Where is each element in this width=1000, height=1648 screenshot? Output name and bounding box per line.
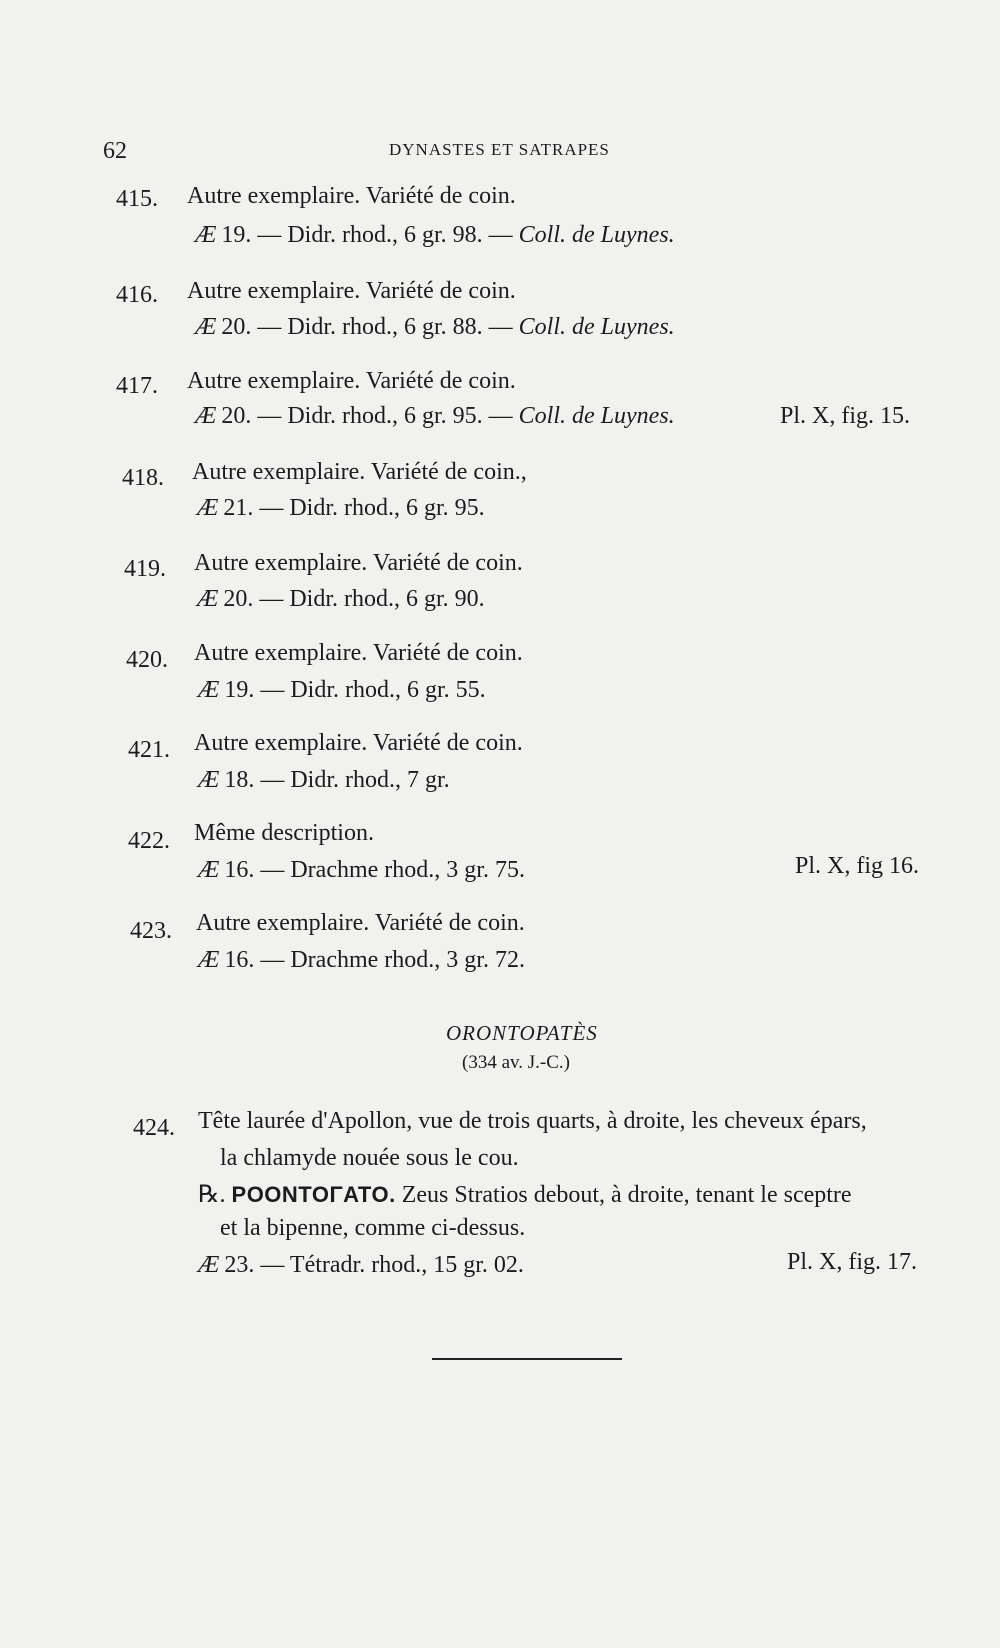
entry-description: Autre exemplaire. Variété de coin. [194, 730, 523, 756]
entry-measurements: 16. — Drachme rhod., 3 gr. 75. [224, 857, 525, 883]
entry-description: Autre exemplaire. Variété de coin. [187, 368, 516, 394]
entry-measurements: 21. — Didr. rhod., 6 gr. 95. [223, 495, 485, 521]
plate-reference: Pl. X, fig. 15. [780, 403, 911, 429]
entry-number: 422. [128, 828, 170, 854]
collection: Coll. de Luynes. [518, 403, 675, 429]
entry-details [198, 947, 525, 974]
entry-measurements: 19. — Didr. rhod., 6 gr. 98. — [221, 222, 513, 248]
metal-symbol: Æ [195, 222, 216, 248]
metal-symbol: Æ [197, 495, 218, 521]
page-number: 62 [103, 138, 127, 164]
entry-description: Autre exemplaire. Variété de coin. [187, 183, 516, 209]
entry-description-cont: la chlamyde nouée sous le cou. [220, 1145, 519, 1171]
metal-symbol: Æ [198, 857, 219, 883]
reverse-sign: ℞. [198, 1182, 226, 1208]
entry-measurements: 19. — Didr. rhod., 6 gr. 55. [224, 677, 486, 703]
entry-details [197, 495, 485, 522]
entry-number: 419. [124, 556, 166, 582]
entry-details [198, 857, 525, 884]
entry-number: 417. [116, 373, 158, 399]
entry-description: Autre exemplaire. Variété de coin. [196, 910, 525, 936]
metal-symbol: Æ [195, 403, 216, 429]
entry-number: 415. [116, 186, 158, 212]
reverse-legend: POONTOΓATO. [231, 1182, 396, 1207]
collection: Coll. de Luynes. [518, 222, 675, 248]
entry-number: 421. [128, 737, 170, 763]
entry-measurements: 20. — Didr. rhod., 6 gr. 88. — [221, 314, 513, 340]
entry-details [198, 1252, 524, 1279]
entry-number: 420. [126, 647, 168, 673]
reverse-text: Zeus Stratios debout, à droite, tenant le sceptre [401, 1182, 852, 1208]
entry-measurements: 20. — Didr. rhod., 6 gr. 95. — [221, 403, 513, 429]
end-rule [432, 1358, 622, 1360]
entry-description: Tête laurée d'Apollon, vue de trois quarts, à droite, les cheveux épars, [198, 1108, 867, 1134]
entry-number: 424. [133, 1115, 175, 1141]
entry-details [198, 677, 486, 704]
entry-measurements: 16. — Drachme rhod., 3 gr. 72. [224, 947, 525, 973]
reverse-description [198, 1180, 852, 1209]
entry-number: 416. [116, 282, 158, 308]
entry-details [195, 403, 675, 430]
metal-symbol: Æ [197, 586, 218, 612]
metal-symbol: Æ [198, 767, 219, 793]
metal-symbol: Æ [195, 314, 216, 340]
metal-symbol: Æ [198, 1252, 219, 1278]
entry-measurements: 20. — Didr. rhod., 6 gr. 90. [223, 586, 485, 612]
entry-details [195, 314, 675, 341]
plate-reference: Pl. X, fig 16. [795, 853, 920, 879]
section-date: (334 av. J.-C.) [462, 1052, 570, 1073]
collection: Coll. de Luynes. [518, 314, 675, 340]
entry-details [197, 586, 485, 613]
entry-measurements: 23. — Tétradr. rhod., 15 gr. 02. [224, 1252, 524, 1278]
running-title: DYNASTES ET SATRAPES [389, 140, 610, 159]
plate-reference: Pl. X, fig. 17. [787, 1249, 918, 1275]
entry-description: Même description. [194, 820, 374, 846]
metal-symbol: Æ [198, 677, 219, 703]
entry-description: Autre exemplaire. Variété de coin. [187, 278, 516, 304]
entry-details [198, 767, 450, 794]
entry-number: 423. [130, 918, 172, 944]
section-title: ORONTOPATÈS [446, 1021, 598, 1045]
entry-description: Autre exemplaire. Variété de coin., [192, 459, 527, 485]
entry-number: 418. [122, 465, 164, 491]
entry-description: Autre exemplaire. Variété de coin. [194, 550, 523, 576]
entry-description: Autre exemplaire. Variété de coin. [194, 640, 523, 666]
metal-symbol: Æ [198, 947, 219, 973]
entry-details [195, 222, 675, 249]
reverse-text-cont: et la bipenne, comme ci-dessus. [220, 1215, 526, 1241]
entry-measurements: 18. — Didr. rhod., 7 gr. [224, 767, 450, 793]
